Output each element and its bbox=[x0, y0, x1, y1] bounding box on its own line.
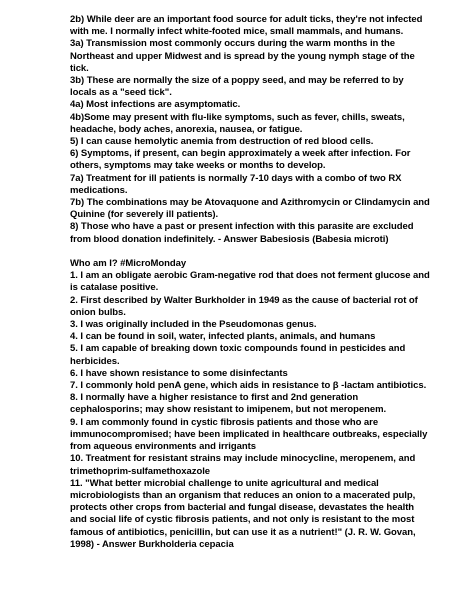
text-line: with me. I normally infect white-footed mice, small mammals, and humans. bbox=[70, 26, 404, 38]
text-line: 3. I was originally included in the Pseudomonas genus. bbox=[70, 319, 317, 331]
text-line: 1. I am an obligate aerobic Gram-negative rod that does not ferment glucose and bbox=[70, 270, 430, 282]
text-line: 10. Treatment for resistant strains may include minocycline, meropenem, and bbox=[70, 453, 416, 465]
text-line: headache, body aches, anorexia, nausea, or fatigue. bbox=[70, 123, 303, 135]
text-line: medications. bbox=[70, 184, 128, 196]
text-line: 9. I am commonly found in cystic fibrosis patients and those who are bbox=[70, 416, 379, 428]
text-line: 1998) - Answer Burkholderia cepacia bbox=[70, 538, 234, 550]
text-line: 7. I commonly hold penA gene, which aids in resistance to β -lactam antibiotics. bbox=[70, 380, 427, 392]
text-block bbox=[70, 14, 458, 551]
text-line: 8) Those who have a past or present infection with this parasite are excluded bbox=[70, 221, 414, 233]
text-line: immunocompromised; have been implicated in healthcare outbreaks, especially bbox=[70, 428, 428, 440]
text-line: is catalase positive. bbox=[70, 282, 159, 294]
text-line: others, symptoms may take weeks or months to develop. bbox=[70, 160, 326, 172]
text-line: tick. bbox=[70, 62, 89, 74]
section-heading: Who am I? #MicroMonday bbox=[70, 258, 187, 270]
text-line: 6. I have shown resistance to some disinfectants bbox=[70, 367, 288, 379]
text-line: from aqueous environments and irrigants bbox=[70, 441, 256, 453]
text-line: 5) I can cause hemolytic anemia from destruction of red blood cells. bbox=[70, 136, 374, 148]
text-line: onion bulbs. bbox=[70, 306, 126, 318]
text-line: 2b) While deer are an important food source for adult ticks, they're not infected bbox=[70, 14, 423, 25]
text-line: microbiologists than an organism that reduces an onion to a macerated pulp, bbox=[70, 489, 416, 501]
text-line: 4a) Most infections are asymptomatic. bbox=[70, 99, 241, 111]
babesiosis-section bbox=[70, 14, 458, 246]
text-line: 5. I am capable of breaking down toxic compounds found in pesticides and bbox=[70, 343, 406, 355]
text-line: Northeast and upper Midwest and is spread by the young nymph stage of the bbox=[70, 50, 415, 62]
text-line: 4. I can be found in soil, water, infected plants, animals, and humans bbox=[70, 331, 376, 343]
paragraph-gap bbox=[70, 246, 458, 258]
text-line: 3a) Transmission most commonly occurs during the warm months in the bbox=[70, 38, 395, 50]
text-line: 7a) Treatment for ill patients is normally 7-10 days with a combo of two RX bbox=[70, 172, 402, 184]
text-line: protects other crops from bacterial and fungal disease, devastates the health bbox=[70, 502, 415, 514]
text-line: locals as a "seed tick". bbox=[70, 87, 172, 99]
text-line: 4b)Some may present with flu-like symptoms, such as fever, chills, sweats, bbox=[70, 111, 405, 123]
text-line: famous of antibiotics, penicillin, but can use it as a nutrient!" (J. R. W. Govan, bbox=[70, 526, 416, 538]
text-line: and social life of cystic fibrosis patients, and not only is resistant to the most bbox=[70, 514, 415, 526]
text-line: 6) Symptoms, if present, can begin approximately a week after infection. For bbox=[70, 148, 411, 160]
text-line: cephalosporins; may show resistant to imipenem, but not meropenem. bbox=[70, 404, 387, 416]
text-line: 3b) These are normally the size of a poppy seed, and may be referred to by bbox=[70, 75, 404, 87]
text-line: 8. I normally have a higher resistance to first and 2nd generation bbox=[70, 392, 359, 404]
text-line: 7b) The combinations may be Atovaquone and Azithromycin or Clindamycin and bbox=[70, 197, 430, 209]
text-line: Quinine (for severely ill patients). bbox=[70, 209, 219, 221]
text-line: from blood donation indefinitely. - Answer Babesiosis (Babesia microti) bbox=[70, 233, 389, 245]
burkholderia-section bbox=[70, 258, 458, 551]
text-line: herbicides. bbox=[70, 355, 120, 367]
text-line: 11. "What better microbial challenge to unite agricultural and medical bbox=[70, 477, 379, 489]
text-line: trimethoprim-sulfamethoxazole bbox=[70, 465, 211, 477]
text-line: 2. First described by Walter Burkholder in 1949 as the cause of bacterial rot of bbox=[70, 294, 418, 306]
